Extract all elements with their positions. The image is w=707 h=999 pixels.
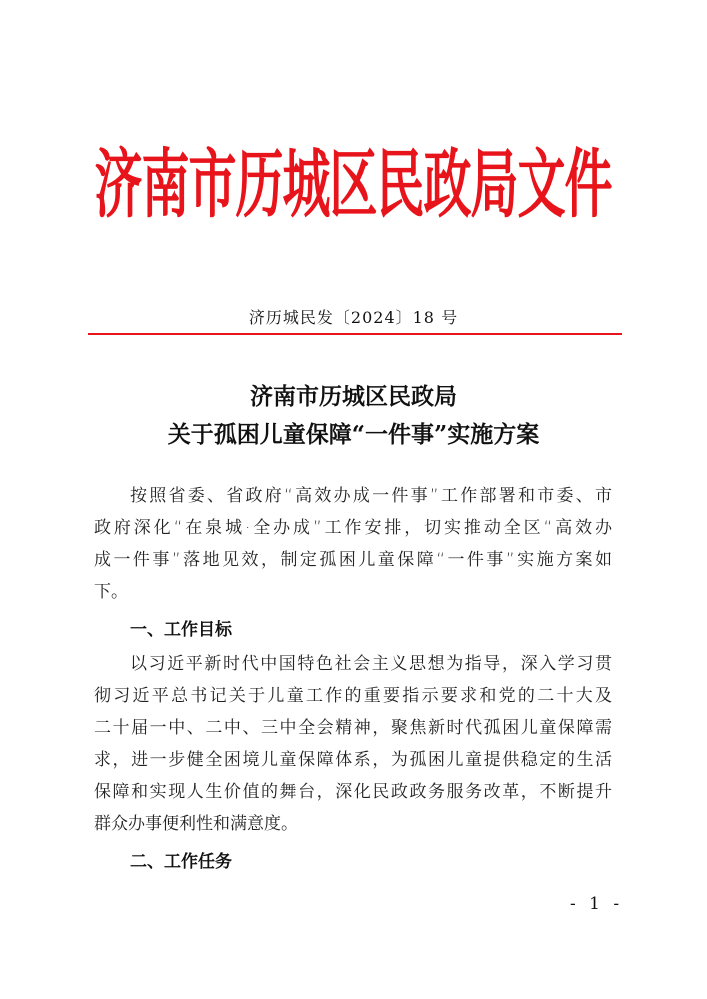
paragraph-2-line: 彻习近平总书记关于儿童工作的重要指示要求和党的二十大及 (94, 686, 612, 706)
red-divider (88, 333, 622, 335)
section-heading-2: 二、工作任务 (130, 852, 232, 872)
paragraph-1-line: 按照省委、省政府“高效办成一件事”工作部署和市委、市 (130, 486, 612, 506)
document-title-line-1: 济南市历城区民政局 (250, 383, 457, 410)
section-heading-1: 一、工作目标 (130, 620, 232, 640)
document-title-line-2: 关于孤困儿童保障“一件事”实施方案 (167, 421, 540, 448)
page-number: - 1 - (570, 894, 624, 914)
document-number: 济历城民发〔2024〕18 号 (248, 308, 459, 327)
paragraph-1-line: 下。 (94, 582, 128, 602)
paragraph-2-line: 以习近平新时代中国特色社会主义思想为指导，深入学习贯 (130, 654, 612, 674)
paragraph-1-line: 政府深化“在泉城·全办成”工作安排，切实推动全区“高效办 (94, 518, 612, 538)
paragraph-2-line: 保障和实现人生价值的舞台，深化民政政务服务改革，不断提升 (94, 782, 612, 802)
paragraph-2-line: 群众办事便利性和满意度。 (94, 814, 298, 834)
paragraph-1-line: 成一件事”落地见效，制定孤困儿童保障“一件事”实施方案如 (94, 550, 612, 570)
masthead-title: 济南市历城区民政局文件 (94, 141, 612, 229)
paragraph-2-line: 求，进一步健全困境儿童保障体系，为孤困儿童提供稳定的生活 (94, 750, 612, 770)
paragraph-2-line: 二十届一中、二中、三中全会精神，聚焦新时代孤困儿童保障需 (94, 718, 612, 738)
